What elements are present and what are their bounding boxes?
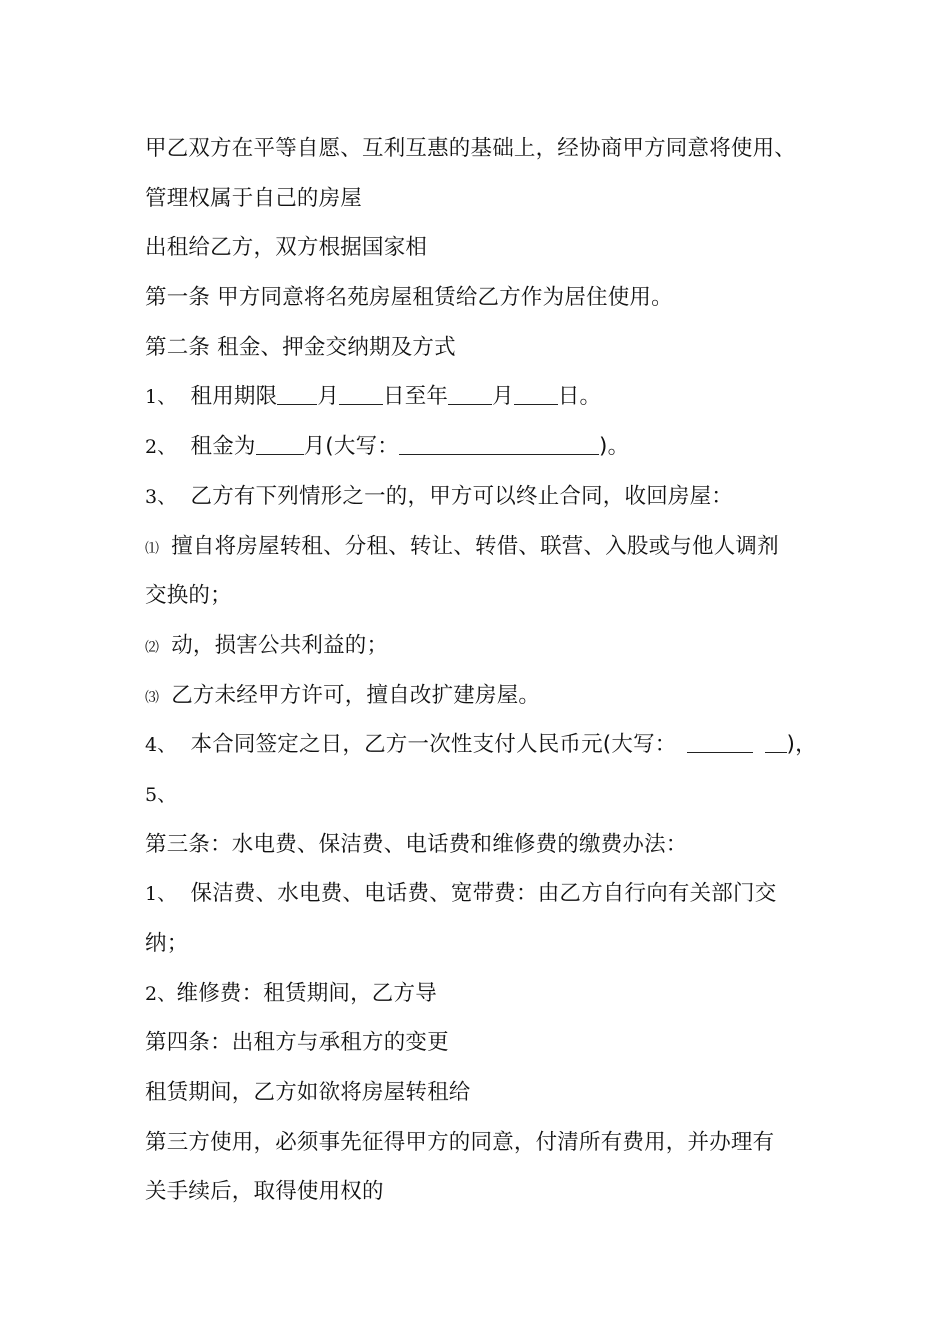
item-text: 租用期限 bbox=[190, 384, 278, 410]
item-number: 3、 bbox=[145, 485, 177, 508]
article-4-heading: 第四条：出租方与承租方的变更 bbox=[145, 1030, 449, 1056]
item-text: 租金为 bbox=[190, 434, 256, 460]
contract-body bbox=[145, 124, 825, 1217]
article-1: 第一条 甲方同意将名苑房屋租赁给乙方作为居住使用。 bbox=[145, 285, 673, 311]
list-item-5 bbox=[145, 770, 825, 820]
sub-item-number: ⑶ bbox=[145, 689, 160, 706]
item-text: 日至年 bbox=[383, 384, 449, 410]
item-number: 2、 bbox=[145, 436, 177, 459]
sub-item-1-line-2: 交换的； bbox=[145, 583, 232, 609]
item-text: 保洁费、水电费、电话费、宽带费：由乙方自行向有关部门交 bbox=[190, 881, 777, 907]
sub-item-2 bbox=[145, 621, 825, 671]
article-2-heading: 第二条 租金、押金交纳期及方式 bbox=[145, 334, 456, 360]
item-text: 本合同签定之日，乙方一次性支付人民币元(大写： bbox=[190, 732, 677, 758]
item-text: 乙方有下列情形之一的，甲方可以终止合同，收回房屋： bbox=[190, 483, 734, 509]
paragraph-rental: 出租给乙方，双方根据国家相 bbox=[145, 235, 428, 261]
list-item-lease-term bbox=[145, 372, 825, 422]
fill-blank bbox=[687, 731, 753, 754]
paragraph-intro-line-1: 甲乙双方在平等自愿、互利互惠的基础上，经协商甲方同意将使用、 bbox=[145, 136, 797, 161]
item-text: )， bbox=[786, 732, 817, 758]
item-number: 2、 bbox=[145, 982, 177, 1005]
item-text: 日。 bbox=[557, 384, 602, 410]
item-number: 1、 bbox=[145, 883, 177, 906]
article-3-item-1-line-2: 纳； bbox=[145, 931, 189, 956]
item-number: 5、 bbox=[145, 783, 177, 806]
article-3-item-2 bbox=[145, 969, 825, 1019]
item-text: 月(大写： bbox=[303, 434, 399, 460]
fill-blank bbox=[765, 731, 787, 754]
list-item-termination bbox=[145, 472, 825, 522]
item-text: 月 bbox=[317, 384, 340, 410]
fill-blank bbox=[339, 383, 383, 406]
fill-blank bbox=[514, 383, 558, 406]
item-number: 1、 bbox=[145, 386, 177, 409]
fill-blank bbox=[256, 433, 304, 456]
article-4-line-2: 第三方使用，必须事先征得甲方的同意，付清所有费用，并办理有 bbox=[145, 1129, 775, 1155]
sub-item-text: 乙方未经甲方许可，擅自改扩建房屋。 bbox=[171, 682, 541, 708]
sub-item-1-line-1 bbox=[145, 522, 825, 572]
paragraph-intro-line-2: 管理权属于自己的房屋 bbox=[145, 185, 363, 211]
item-number: 4、 bbox=[145, 734, 177, 757]
sub-item-text: 动，损害公共利益的； bbox=[171, 632, 389, 658]
item-text: 维修费：租赁期间，乙方导 bbox=[176, 980, 437, 1006]
article-4-line-3: 关手续后，取得使用权的 bbox=[145, 1179, 384, 1205]
sub-item-number: ⑵ bbox=[145, 639, 160, 656]
article-3-item-1-line-1 bbox=[145, 869, 825, 919]
sub-item-text: 擅自将房屋转租、分租、转让、转借、联营、入股或与他人调剂 bbox=[171, 533, 779, 559]
sub-item-number: ⑴ bbox=[145, 540, 160, 557]
list-item-payment bbox=[145, 720, 825, 770]
fill-blank bbox=[399, 433, 599, 456]
fill-blank bbox=[448, 383, 492, 406]
article-3-heading: 第三条：水电费、保洁费、电话费和维修费的缴费办法： bbox=[145, 831, 688, 857]
fill-blank bbox=[277, 383, 317, 406]
article-4-line-1: 租赁期间，乙方如欲将房屋转租给 bbox=[145, 1080, 471, 1106]
sub-item-3 bbox=[145, 671, 825, 721]
list-item-rent bbox=[145, 422, 825, 472]
item-text: 月 bbox=[492, 384, 514, 410]
item-text: )。 bbox=[599, 434, 630, 460]
